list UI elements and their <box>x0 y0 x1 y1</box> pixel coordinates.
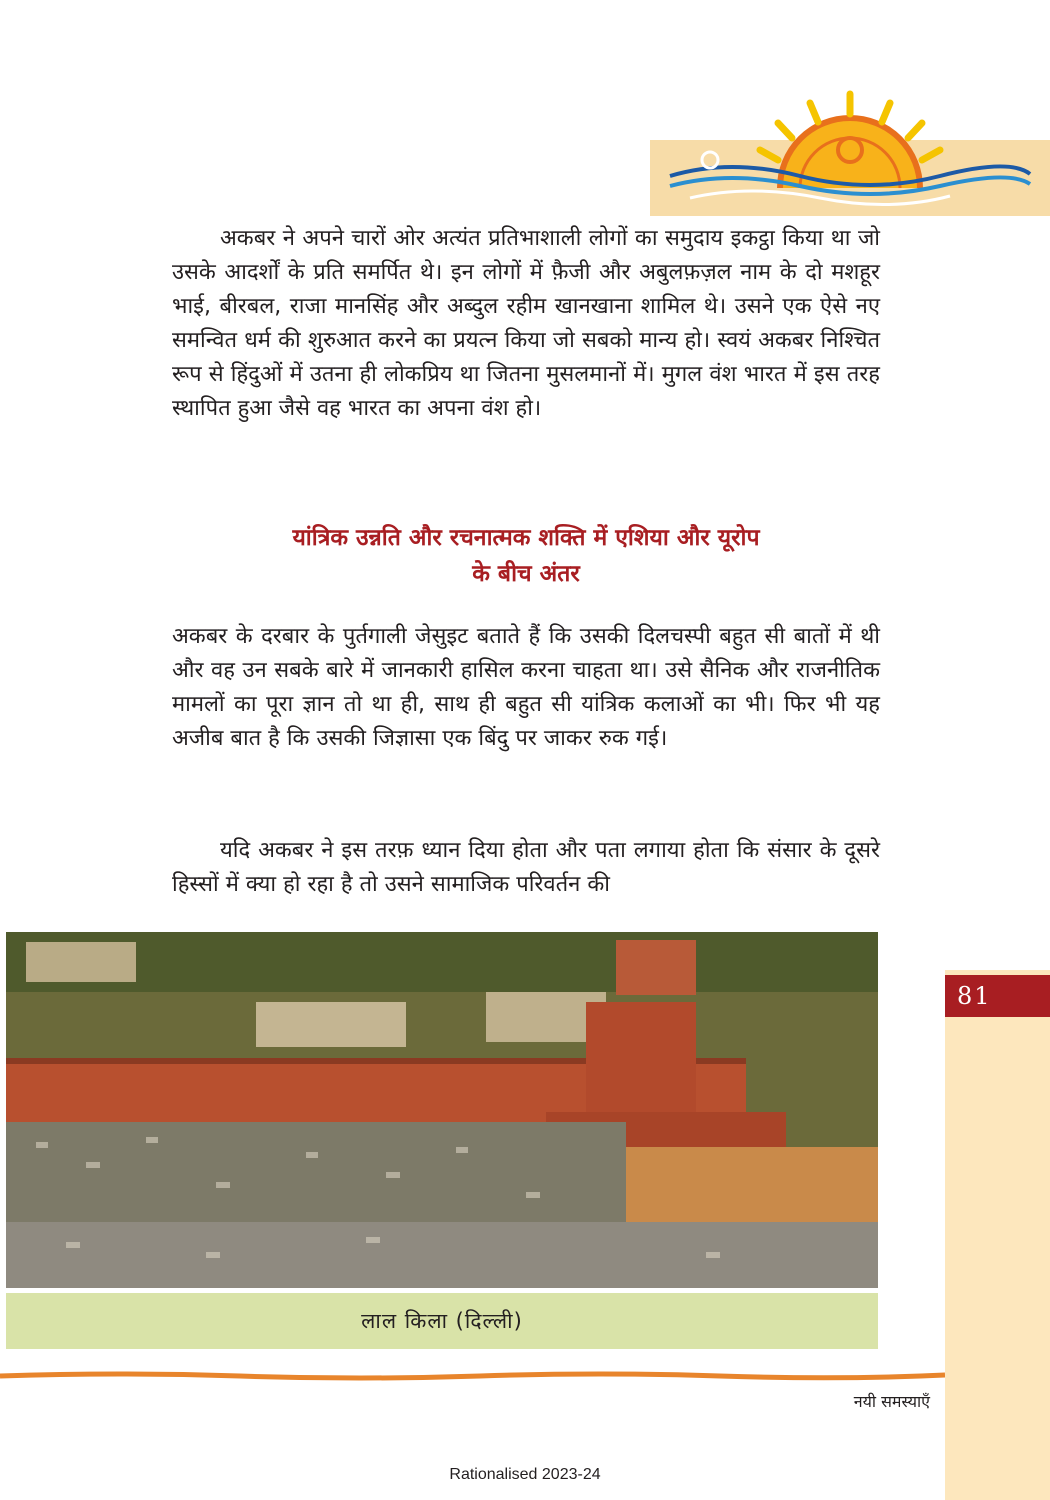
paragraph-jesuits: अकबर के दरबार के पुर्तगाली जेसुइट बताते हैं कि उसकी दिलचस्पी बहुत सी बातों में थी और वह उन सबके बारे में जानकारी हासिल करना चाहता था। उसे सैनिक और राजनीतिक मामलों का पूरा ज्ञान तो था ही, साथ ही बहुत सी यांत्रिक कलाओं का भी। फिर भी यह अजीब बात है कि उसकी जिज्ञासा एक बिंदु पर जाकर रुक गई। <box>172 624 880 751</box>
footer-rationalised: Rationalised 2023-24 <box>449 1466 601 1483</box>
red-fort-photo <box>6 932 878 1288</box>
section-heading-line2: के बीच अंतर <box>472 561 580 587</box>
chapter-title: नयी समस्याएँ <box>853 1392 930 1411</box>
photo-caption: लाल किला (दिल्ली) <box>6 1293 878 1349</box>
orange-divider <box>0 1368 945 1384</box>
page-number: 81 <box>945 975 1050 1017</box>
section-heading-line1: यांत्रिक उन्नति और रचनात्मक शक्ति में एशिया और यूरोप <box>292 525 760 551</box>
paragraph-if-akbar: यदि अकबर ने इस तरफ़ ध्यान दिया होता और पता लगाया होता कि संसार के दूसरे हिस्सों में क्या हो रहा है तो उसने सामाजिक परिवर्तन की <box>172 838 880 897</box>
paragraph-akbar-court: अकबर ने अपने चारों ओर अत्यंत प्रतिभाशाली लोगों का समुदाय इकट्ठा किया था जो उसके आदर्शों के प्रति समर्पित थे। इन लोगों में फ़ैजी और अबुलफ़ज़ल नाम के दो मशहूर भाई, बीरबल, राजा मानसिंह और अब्दुल रहीम खानखाना शामिल थे। उसने एक ऐसे नए समन्वित धर्म की शुरुआत करने का प्रयत्न किया जो सबको मान्य हो। स्वयं अकबर निश्चित रूप से हिंदुओं में उतना ही लोकप्रिय था जितना मुसलमानों में। मुगल वंश भारत में इस तरह स्थापित हुआ जैसे वह भारत का अपना वंश हो। <box>172 226 880 421</box>
sun-banner-illustration <box>650 88 1050 216</box>
section-heading <box>172 520 880 592</box>
side-strip <box>945 970 1050 1500</box>
